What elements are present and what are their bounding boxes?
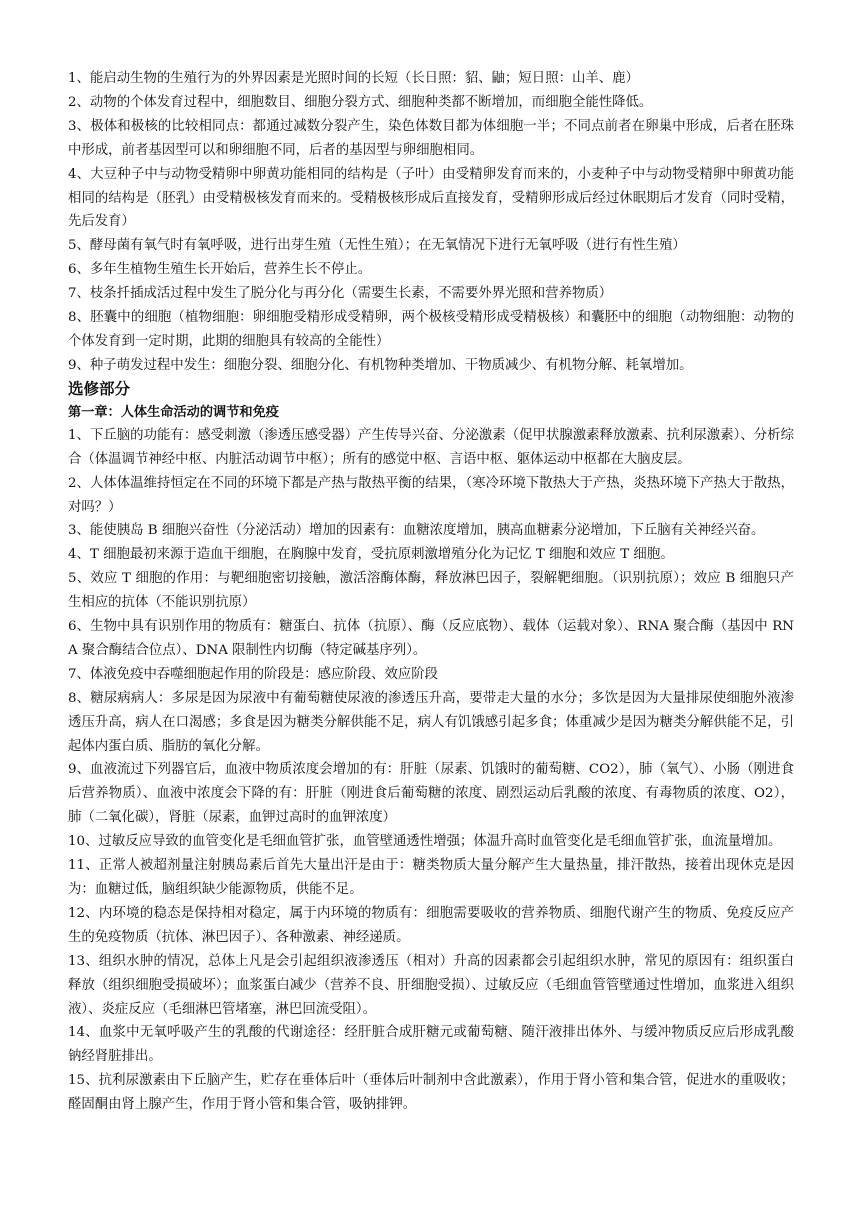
list-item: 6、多年生植物生殖生长开始后，营养生长不停止。	[68, 262, 372, 278]
list-item: 9、种子萌发过程中发生：细胞分裂、细胞分化、有机物种类增加、干物质减少、有机物分解、耗氧增加。	[68, 357, 693, 373]
list-item: 4、大豆种子中与动物受精卵中卵黄功能相同的结构是（子叶）由受精卵发育而来的，小麦种子中与动物受精卵中卵黄功能相同的结构是（胚乳）由受精极核发育而来的。受精极核形成后直接发育，受精卵形成后经过休眠期后才发育（同时受精，先后发育）	[68, 166, 794, 230]
list-item: 3、极体和极核的比较相同点：都通过减数分裂产生，染色体数目都为体细胞一半；不同点前者在卵巢中形成，后者在胚珠中形成，前者基因型可以和卵细胞不同，后者的基因型与卵细胞相同。	[68, 118, 794, 158]
list-item: 1、能启动生物的生殖行为的外界因素是光照时间的长短（长日照：貂、鼬；短日照：山羊、鹿）	[68, 71, 639, 86]
list-item: 6、生物中具有识别作用的物质有：糖蛋白、抗体（抗原）、酶（反应底物）、载体（运载对象）、RNA 聚合酶（基因中 RNA 聚合酶结合位点）、DNA 限制性内切酶（特定碱基序列）。	[68, 619, 794, 658]
list-item: 8、糖尿病病人：多尿是因为尿液中有葡萄糖使尿液的渗透压升高，要带走大量的水分；多饮是因为大量排尿使细胞外液渗透压升高，病人在口渴感；多食是因为糖类分解供能不足，病人有饥饿感引起多食；体重减少是因为糖类分解供能不足，引起体内蛋白质、脂肪的氧化分解。	[68, 690, 794, 754]
list-item: 1、下丘脑的功能有：感受刺激（渗透压感受器）产生传导兴奋、分泌激素（促甲状腺激素释放激素、抗利尿激素）、分析综合（体温调节神经中枢、内脏活动调节中枢）；所有的感觉中枢、言语中枢、躯体运动中枢都在大脑皮层。	[68, 427, 794, 467]
list-item: 9、血液流过下列器官后，血液中物质浓度会增加的有：肝脏（尿素、饥饿时的葡萄糖、CO2），肺（氧气）、小肠（刚进食后营养物质）、血液中浓度会下降的有：肝脏（刚进食后葡萄糖的浓度、剧烈运动后乳酸的浓度、有毒物质的浓度、O2），肺（二氧化碳），肾脏（尿素，血钾过高时的血钾浓度）	[68, 762, 794, 826]
chapter-list	[68, 424, 794, 1117]
chapter-heading: 第一章：人体生命活动的调节和免疫	[68, 404, 279, 420]
list-item: 13、组织水肿的情况，总体上凡是会引起组织液渗透压（相对）升高的因素都会引起组织水肿，常见的原因有：组织蛋白释放（组织细胞受损破坏）；血浆蛋白减少（营养不良、肝细胞受损）、过敏反应（毛细血管管壁通过性增加，血浆进入组织液）、炎症反应（毛细淋巴管堵塞，淋巴回流受阻）。	[68, 953, 794, 1017]
list-item: 7、体液免疫中吞噬细胞起作用的阶段是：感应阶段、效应阶段	[68, 666, 439, 682]
list-item: 10、过敏反应导致的血管变化是毛细血管扩张，血管壁通透性增强；体温升高时血管变化是毛细血管扩张，血流量增加。	[68, 834, 782, 850]
list-item: 7、枝条扦插成活过程中发生了脱分化与再分化（需要生长素，不需要外界光照和营养物质）	[68, 286, 613, 302]
list-item: 5、效应 T 细胞的作用：与靶细胞密切接触，激活溶酶体酶，释放淋巴因子，裂解靶细胞。（识别抗原）；效应 B 细胞只产生相应的抗体（不能识别抗原）	[68, 571, 794, 611]
list-item: 3、能使胰岛 B 细胞兴奋性（分泌活动）增加的因素有：血糖浓度增加，胰高血糖素分泌增加，下丘脑有关神经兴奋。	[68, 523, 765, 539]
intro-list	[68, 67, 794, 378]
list-item: 15、抗利尿激素由下丘脑产生，贮存在垂体后叶（垂体后叶制剂中含此激素），作用于肾小管和集合管，促进水的重吸收；醛固酮由肾上腺产生，作用于肾小管和集合管，吸钠排钾。	[68, 1073, 794, 1113]
list-item: 12、内环境的稳态是保持相对稳定，属于内环境的物质有：细胞需要吸收的营养物质、细胞代谢产生的物质、免疫反应产生的免疫物质（抗体、淋巴因子）、各种激素、神经递质。	[68, 905, 794, 945]
list-item: 5、酵母菌有氧气时有氧呼吸，进行出芽生殖（无性生殖）；在无氧情况下进行无氧呼吸（进行有性生殖）	[68, 238, 686, 254]
list-item: 11、正常人被超剂量注射胰岛素后首先大量出汗是由于：糖类物质大量分解产生大量热量，排汗散热，接着出现休克是因为：血糖过低，脑组织缺少能源物质，供能不足。	[68, 858, 794, 897]
list-item: 2、动物的个体发育过程中，细胞数目、细胞分裂方式、细胞种类都不断增加，而细胞全能性降低。	[68, 94, 653, 110]
list-item: 14、血浆中无氧呼吸产生的乳酸的代谢途径：经肝脏合成肝糖元或葡萄糖、随汗液排出体外、与缓冲物质反应后形成乳酸钠经肾脏排出。	[68, 1025, 794, 1065]
list-item: 4、T 细胞最初来源于造血干细胞，在胸腺中发育，受抗原刺激增殖分化为记忆 T 细胞和效应 T 细胞。	[68, 547, 674, 563]
section-heading: 选修部分	[68, 379, 131, 398]
list-item: 2、人体体温维持恒定在不同的环境下都是产热与散热平衡的结果，（寒冷环境下散热大于产热，炎热环境下产热大于散热，对吗？）	[68, 475, 794, 515]
list-item: 8、胚囊中的细胞（植物细胞：卵细胞受精形成受精卵，两个极核受精形成受精极核）和囊胚中的细胞（动物细胞：动物的个体发育到一定时期，此期的细胞具有较高的全能性）	[68, 310, 794, 349]
